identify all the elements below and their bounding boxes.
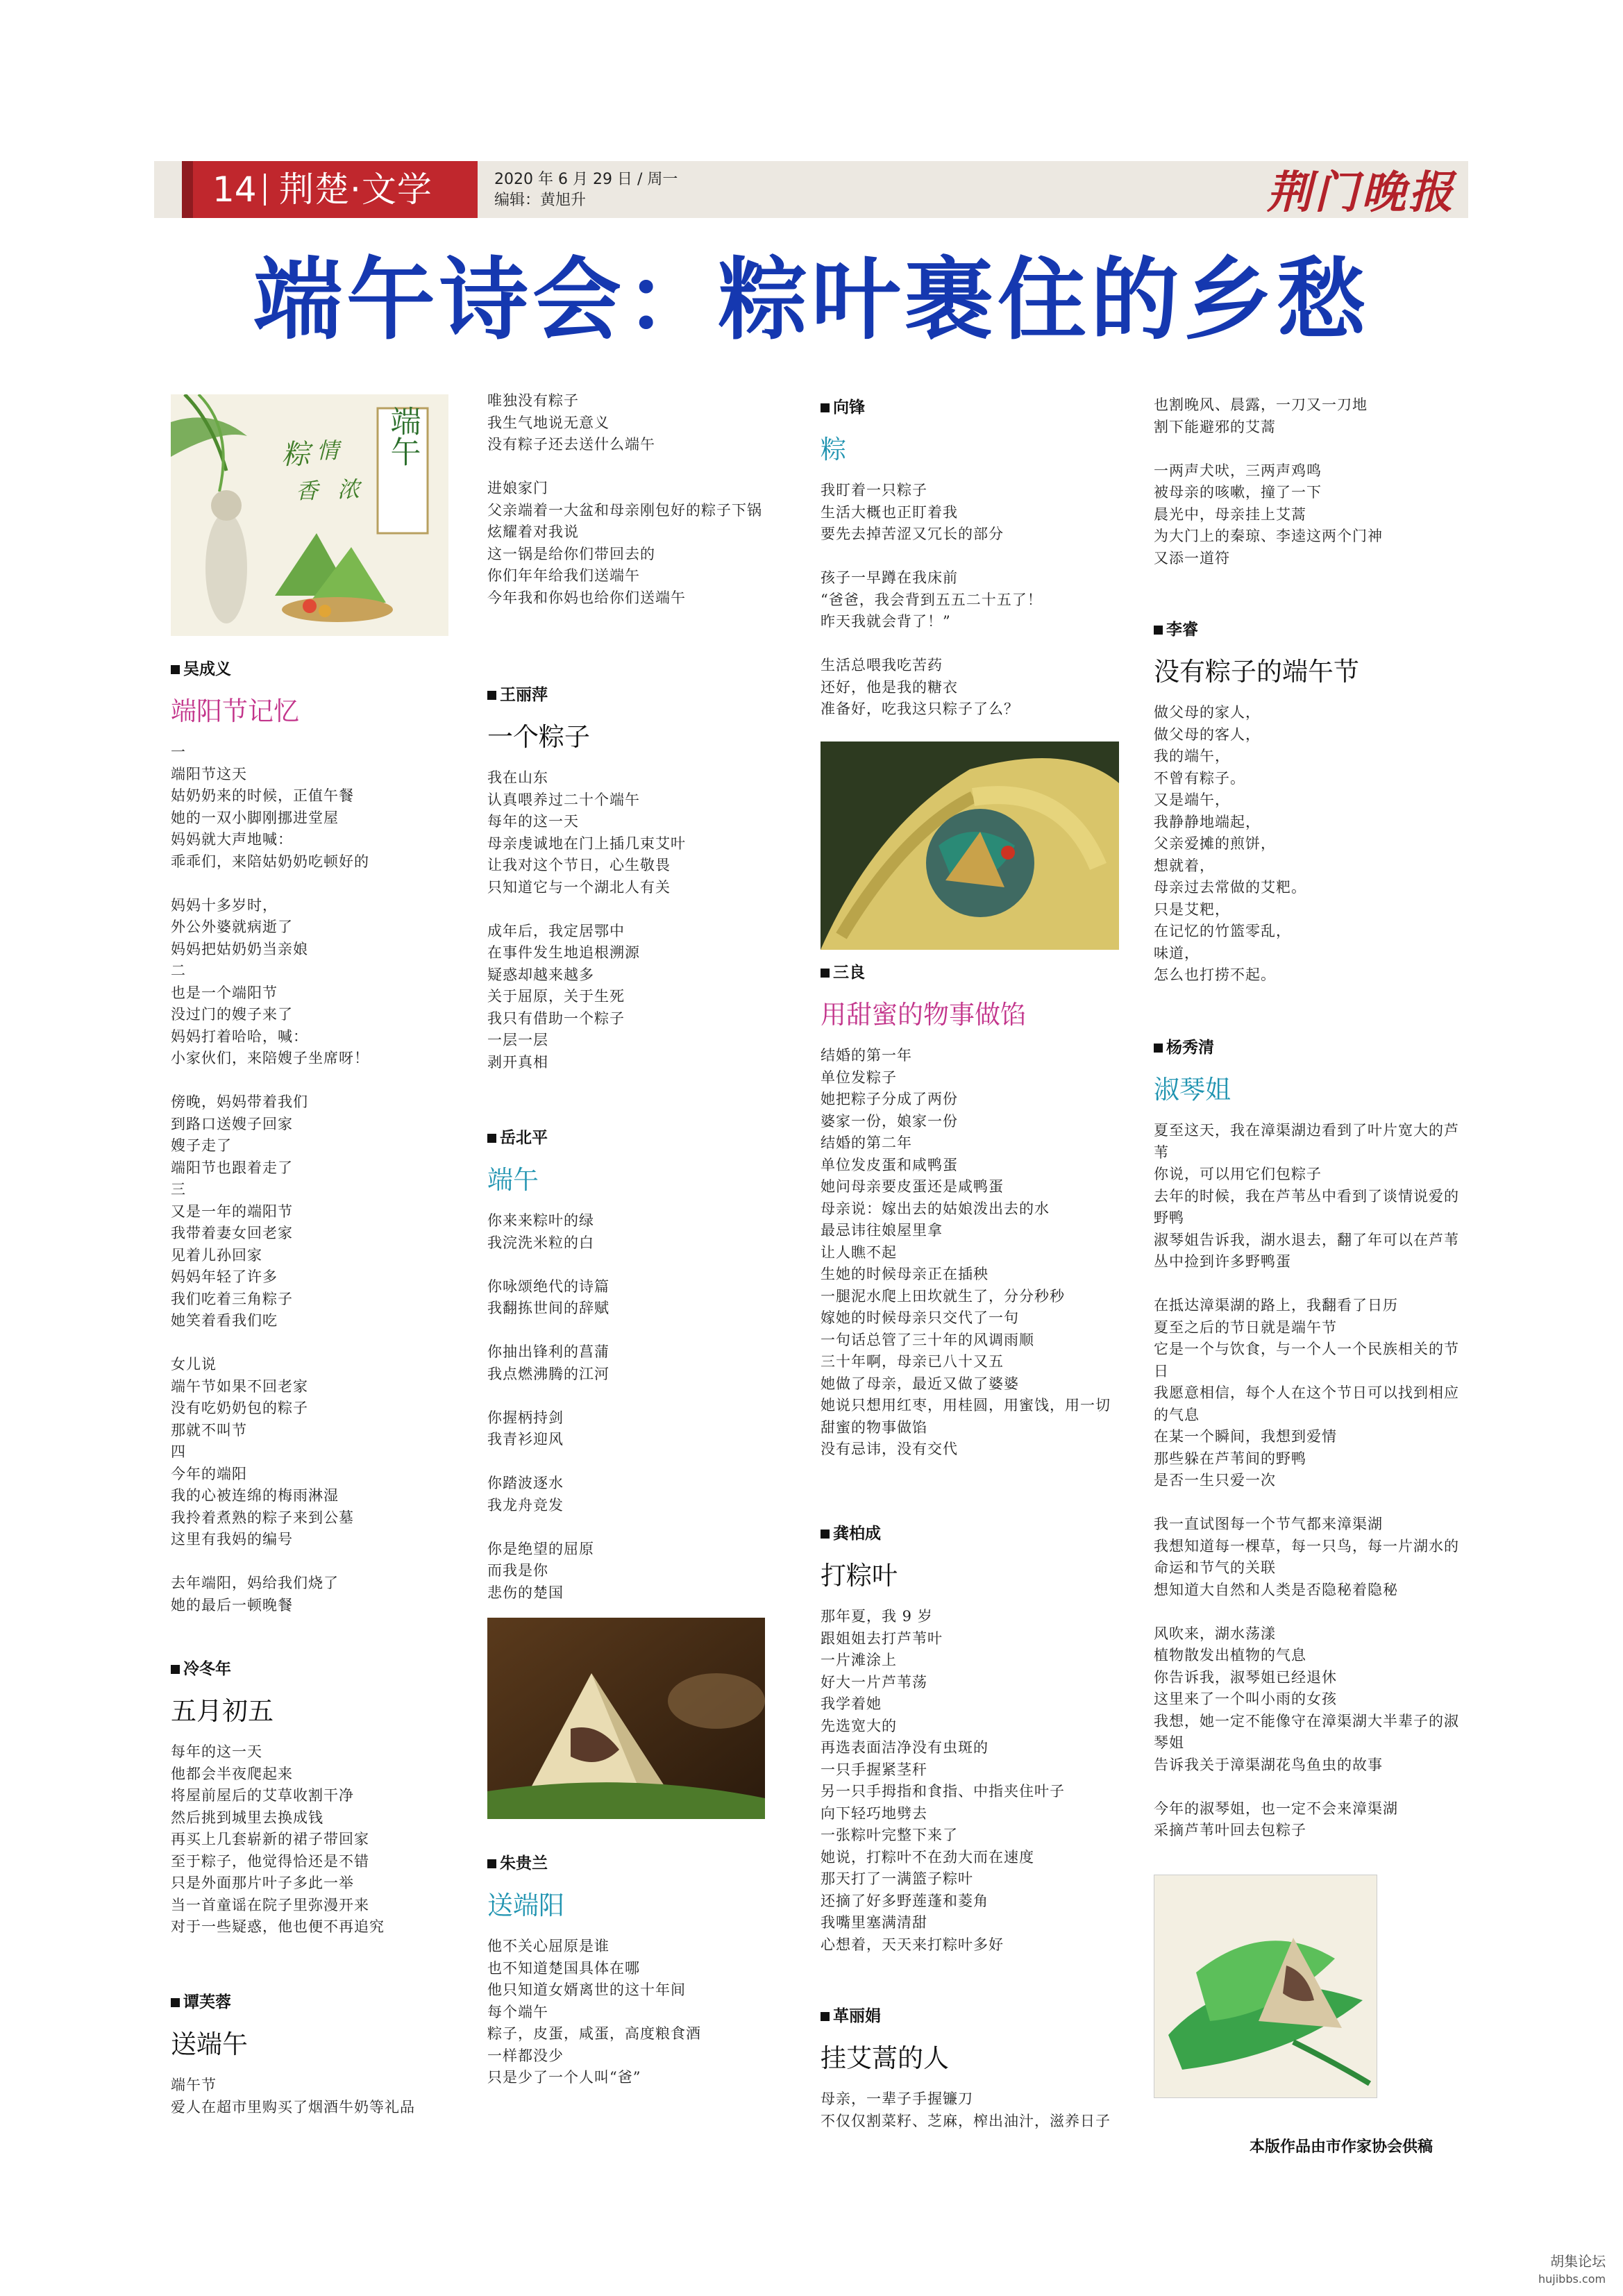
article-title: 挂艾蒿的人	[821, 2043, 949, 2073]
editor-line: 编辑：黄旭升	[494, 192, 587, 209]
author-byline: 冷冬年	[171, 1656, 469, 1679]
article-body: 做父母的家人， 做父母的客人， 我的端午， 不曾有粽子。 又是端午， 我静静地端起， 父亲爱摊的煎饼， 想就着， 母亲过去常做的艾粑。 只是艾粑， 在记忆的竹篮零乱， 味道， 怎么也打捞不起。	[1154, 704, 1306, 983]
xiang-calligraphy: 香	[296, 478, 319, 504]
article-body: 夏至这天，我在漳渠湖边看到了叶片宽大的芦苇 你说，可以用它们包粽子 去年的时候，我在芦苇丛中看到了谈情说爱的野鸭 淑琴姐告诉我，湖水退去，翻了年可以在芦苇丛中捡到许多野鸭蛋 在抵达漳渠湖的路上，我翻看了日历 夏至之后的节日就是端午节 它是一个与饮食，与一个人一个民族相关的节日 我愿意相信，每个人在这个节日可以找到相应的气息 在某一个瞬间，我想到爱情 那些躲在芦苇间的野鸭 是否一生只爱一次 我一直试图每一个节气都来漳渠湖 我想知道每一棵草，每一只鸟，每一片湖水的命运和节气的关联 想知道大自然和人类是否隐秘着隐秘 风吹来，湖水荡漾 植物散发出植物的气息 你告诉我，淑琴姐已经退休 这里来了一个叫小雨的女孩 我想，她一定不能像守在漳渠湖大半辈子的淑琴姐 告诉我关于漳渠湖花鸟鱼虫的故事 今年的淑琴姐，也一定不会来漳渠湖 采摘芦苇叶回去包粽子	[1154, 1122, 1459, 1838]
article-li-rui	[1154, 617, 1466, 987]
author-byline: 岳北平	[487, 1125, 800, 1148]
article-wang-liping	[487, 682, 800, 1073]
article-title: 打粽叶	[821, 1561, 898, 1591]
article-body: 一 端阳节这天 姑奶奶来的时候，正值午餐 她的一双小脚刚挪进堂屋 妈妈就大声地喊： 乖乖们，来陪姑奶奶吃顿好的 妈妈十多岁时， 外公外婆就病逝了 妈妈把姑奶奶当亲娘 二 也是一个端阳节 没过门的嫂子来了 妈妈打着哈哈，喊： 小家伙们，来陪嫂子坐席呀！ 傍晚，妈妈带着我们 到路口送嫂子回家 嫂子走了 端阳节也跟着走了 三 又是一年的端阳节 我带着妻女回老家 见着儿孙回家 妈妈年轻了许多 我们吃着三角粽子 她笑着看我们吃 女儿说 端午节如果不回老家 没有吃奶奶包的粽子 那就不叫节 四 今年的端阳 我的心被连绵的梅雨淋湿 我拎着煮熟的粽子来到公墓 这里有我妈的编号 去年端阳，妈给我们烧了 她的最后一顿晚餐	[171, 744, 369, 1614]
zongzi-photo	[487, 1618, 765, 1819]
duanwu-calligraphy: 端午	[385, 405, 421, 467]
article-body: 我在山东 认真喂养过二十个端午 每年的这一天 母亲虔诚地在门上插几束艾叶 让我对这个节日，心生敬畏 只知道它与一个湖北人有关 成年后，我定居鄂中 在事件发生地追根溯源 疑惑却越来越多 关于屈原，关于生死 我只有借助一个粽子 一层一层 剥开真相	[487, 769, 686, 1071]
watermark-url: hujibbs.com	[1538, 2272, 1606, 2286]
article-body: 他不关心屈原是谁 也不知道楚国具体在哪 他只知道女婿离世的这十年间 每个端午 粽子，皮蛋，咸蛋，高度粮食酒 一样都没少 只是少了一个人叫“爸”	[487, 1938, 701, 2086]
article-zhu-guilan	[487, 1850, 800, 2089]
author-byline: 谭芙蓉	[171, 1989, 469, 2012]
article-title: 送端阳	[487, 1891, 564, 1920]
author-byline: 杨秀清	[1154, 1034, 1466, 1057]
zongzi-greeting-image	[171, 394, 448, 636]
article-body: 那年夏，我 9 岁 跟姐姐去打芦苇叶 一片滩涂上 好大一片芦苇荡 我学着她 先选宽大的 再选表面洁净没有虫斑的 一只手握紧茎秆 另一只手拇指和食指、中指夹住叶子 向下轻巧地劈去 一张粽叶完整下来了 她说，打粽叶不在劲大而在速度 那天打了一满篮子粽叶 还摘了好多野莲蓬和菱角 我嘴里塞满清甜 心想着，天天来打粽叶多好	[821, 1608, 1065, 1953]
article-body: 每年的这一天 他都会半夜爬起来 将屋前屋后的艾草收割干净 然后挑到城里去换成钱 再买上几套崭新的裙子带回家 至于粽子，他觉得恰还是不错 只是外面那片叶子多此一举 当一首童谣在院子里弥漫开来 对于一些疑惑，他也便不再追究	[171, 1743, 385, 1935]
author-byline: 吴成义	[171, 656, 469, 679]
qing-calligraphy: 情	[317, 437, 339, 464]
article-yang-xiuqing	[1154, 1034, 1466, 1842]
zong-calligraphy: 粽	[282, 439, 310, 471]
article-title: 端午	[487, 1165, 539, 1195]
section-tag	[193, 161, 478, 218]
zongzi-greeting-illustration	[171, 394, 448, 636]
credit-line: 本版作品由市作家协会供稿	[1250, 2138, 1433, 2156]
article-title: 一个粽子	[487, 722, 590, 752]
article-title: 端阳节记忆	[171, 696, 299, 726]
zongzi-leaf-illustration	[1154, 1875, 1377, 2097]
article-leng-dongnian	[171, 1656, 469, 1938]
article-title: 送端午	[171, 2029, 248, 2059]
article-title: 淑琴姐	[1154, 1075, 1231, 1105]
dragon-zongzi-illustration	[821, 741, 1119, 950]
nong-calligraphy: 浓	[337, 476, 360, 503]
article-title: 五月初五	[171, 1696, 274, 1726]
article-body: 结婚的第一年 单位发粽子 她把粽子分成了两份 婆家一份，娘家一份 结婚的第二年 单位发皮蛋和咸鸭蛋 她问母亲要皮蛋还是咸鸭蛋 母亲说：嫁出去的姑娘泼出去的水 最忌讳往娘屋里拿 让人瞧不起 生她的时候母亲正在插秧 一腿泥水爬上田坎就生了，分分秒秒 嫁她的时候母亲只交代了一句 一句话总管了三十年的风调雨顺 三十年啊，母亲已八十又五 她做了母亲，最近又做了婆婆 她说只想用红枣，用桂圆，用蜜饯，用一切 甜蜜的物事做馅 没有忌讳，没有交代	[821, 1047, 1111, 1457]
author-byline: 向锋	[821, 394, 1133, 417]
article-yue-beiping	[487, 1125, 800, 1604]
article-tan-furong-continued	[487, 390, 800, 609]
author-byline: 王丽萍	[487, 682, 800, 705]
author-byline: 龚柏成	[821, 1520, 1133, 1543]
article-body: 也割晚风、晨露，一刀又一刀地 割下能避邪的艾蒿 一两声犬吠，三两声鸡鸣 被母亲的咳嗽，撞了一下 晨光中，母亲挂上艾蒿 为大门上的秦琼、李逵这两个门神 又添一道符	[1154, 396, 1383, 567]
article-body: 母亲，一辈子手握镰刀 不仅仅割菜籽、芝麻，榨出油汁，滋养日子	[821, 2090, 1111, 2129]
author-byline: 革丽娟	[821, 2003, 1133, 2026]
masthead-brand: 荆门晚报	[1267, 167, 1456, 219]
article-wu-chengyi	[171, 656, 469, 1616]
date-editor-block	[494, 169, 678, 211]
dragon-zongzi-image	[821, 741, 1119, 950]
article-gong-baicheng	[821, 1520, 1133, 1956]
author-byline: 朱贵兰	[487, 1850, 800, 1873]
page-number: 14	[212, 169, 257, 210]
article-body: 我盯着一只粽子 生活大概也正盯着我 要先去掉苦涩又冗长的部分 孩子一早蹲在我床前 “爸爸，我会背到五五二十五了！ 昨天我就会背了！” 生活总喂我吃苦药 还好，他是我的糖衣 准备好，吃我这只粽子了么？	[821, 482, 1043, 717]
article-title: 没有粽子的端午节	[1154, 657, 1359, 687]
zongzi-photo-graphic	[487, 1618, 765, 1819]
article-san-liang	[821, 960, 1133, 1461]
article-xiang-feng	[821, 394, 1133, 721]
article-body: 唯独没有粽子 我生气地说无意义 没有粽子还去送什么端午 进娘家门 父亲端着一大盆和母亲刚包好的粽子下锅 炫耀着对我说 这一锅是给你们带回去的 你们年年给我们送端午 今年我和你妈也给你们送端午	[487, 392, 762, 606]
article-ge-lijuan-continued	[1154, 394, 1466, 569]
article-title: 粽	[821, 435, 846, 464]
article-body: 你来来粽叶的绿 我浣洗米粒的白 你咏颂绝代的诗篇 我翻拣世间的辞赋 你抽出锋利的菖蒲 我点燃沸腾的江河 你握柄持剑 我青衫迎风 你踏波逐水 我龙舟竞发 你是绝望的屈原 而我是你 悲伤的楚国	[487, 1212, 609, 1601]
page-headline: 端午诗会：粽叶裹住的乡愁	[253, 249, 1370, 352]
section-tag-tip	[182, 161, 193, 218]
article-body: 端午节 爱人在超市里购买了烟酒牛奶等礼品	[171, 2077, 415, 2115]
column-name: 荆楚·文学	[279, 169, 432, 210]
zongzi-leaf-image	[1154, 1875, 1377, 2098]
divider	[264, 174, 266, 206]
issue-date: 2020 年 6 月 29 日 / 周一	[494, 171, 678, 188]
author-byline: 三良	[821, 960, 1133, 982]
article-ge-lijuan	[821, 2003, 1133, 2132]
watermark-name: 胡集论坛	[1550, 2253, 1606, 2270]
article-title: 用甜蜜的物事做馅	[821, 1000, 1026, 1030]
article-tan-furong	[171, 1989, 469, 2118]
author-byline: 李睿	[1154, 617, 1466, 639]
watermark	[1538, 2252, 1606, 2288]
